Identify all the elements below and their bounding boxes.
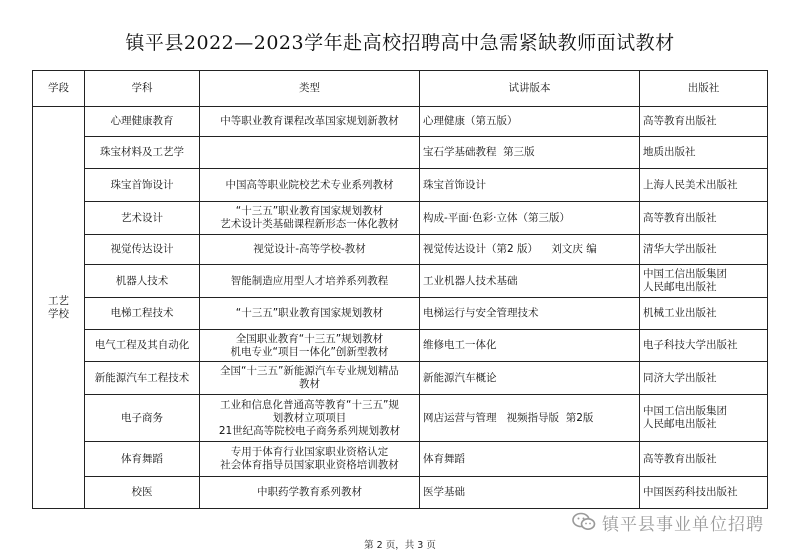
wechat-icon [572, 512, 596, 532]
publisher-cell [640, 395, 768, 442]
type-cell [200, 202, 420, 235]
type-cell [200, 477, 420, 509]
edition-cell: 医学基础 [420, 477, 640, 509]
type-line: “十三五”职业教育国家规划教材 [235, 205, 384, 217]
publisher-cell [640, 298, 768, 330]
publisher-cell [640, 330, 768, 362]
type-line: 全国职业教育“十三五”规划教材 [235, 332, 384, 345]
type-line: 教材 [299, 378, 320, 390]
subject-cell: 艺术设计 [85, 202, 200, 235]
publisher-cell [640, 265, 768, 298]
type-line: 划教材立项项目 [272, 411, 347, 424]
publisher-line: 高等教育出版社 [643, 115, 717, 127]
subject-cell: 机器人技术 [85, 265, 200, 298]
publisher-line: 中国医药科技出版社 [643, 486, 738, 498]
subject-cell: 心理健康教育 [85, 107, 200, 137]
edition-cell: 视觉传达设计（第2 版） 刘文庆 编 [420, 235, 640, 265]
type-cell [200, 235, 420, 265]
edition-cell: 宝石学基础教程 第三版 [420, 137, 640, 169]
watermark [572, 510, 764, 534]
subject-cell: 珠宝材料及工艺学 [85, 137, 200, 169]
type-line: 艺术设计类基础课程新形态一体化教材 [220, 218, 399, 230]
subject-cell: 电梯工程技术 [85, 298, 200, 330]
type-line: 机电专业“项目一体化”创新型教材 [230, 345, 389, 358]
publisher-cell [640, 202, 768, 235]
edition-cell: 心理健康（第五版） [420, 107, 640, 137]
edition-cell: 珠宝首饰设计 [420, 169, 640, 202]
subject-cell: 校医 [85, 477, 200, 509]
publisher-line: 人民邮电出版社 [643, 281, 717, 293]
publisher-line: 中国工信出版集团 [643, 405, 727, 417]
table-row [33, 235, 768, 265]
publisher-cell [640, 362, 768, 395]
type-line: 社会体育指导员国家职业资格培训教材 [220, 459, 399, 471]
table-row [33, 298, 768, 330]
table-row [33, 137, 768, 169]
type-line: 工业和信息化普通高等教育“十三五”规 [220, 398, 399, 411]
table-row [33, 362, 768, 395]
publisher-line: 电子科技大学出版社 [643, 339, 738, 351]
publisher-cell [640, 442, 768, 477]
type-line: 专用于体育行业国家职业资格认定 [230, 446, 389, 458]
type-cell [200, 362, 420, 395]
type-cell [200, 395, 420, 442]
subject-cell: 视觉传达设计 [85, 235, 200, 265]
edition-cell: 网店运营与管理 视频指导版 第2版 [420, 395, 640, 442]
type-line: 中国高等职业院校艺术专业系列教材 [225, 178, 394, 191]
edition-cell: 新能源汽车概论 [420, 362, 640, 395]
subject-cell: 新能源汽车工程技术 [85, 362, 200, 395]
type-cell [200, 330, 420, 362]
type-cell [200, 442, 420, 477]
subject-cell: 珠宝首饰设计 [85, 169, 200, 202]
table-header-row [33, 71, 768, 107]
table-row [33, 442, 768, 477]
segment-cell [33, 107, 85, 509]
header-type: 类型 [200, 71, 420, 107]
textbook-table [32, 70, 768, 509]
type-cell [200, 265, 420, 298]
table-row [33, 169, 768, 202]
type-cell [200, 137, 420, 169]
edition-cell: 体育舞蹈 [420, 442, 640, 477]
document-title: 镇平县2022—2023学年赴高校招聘高中急需紧缺教师面试教材 [125, 32, 675, 54]
publisher-cell [640, 169, 768, 202]
header-edition: 试讲版本 [420, 71, 640, 107]
watermark-text: 镇平县事业单位招聘 [602, 514, 764, 535]
type-cell [200, 298, 420, 330]
subject-cell: 电气工程及其自动化 [85, 330, 200, 362]
edition-cell: 维修电工一体化 [420, 330, 640, 362]
segment-line: 工艺 [48, 294, 69, 307]
edition-cell: 构成-平面·色彩·立体（第三版） [420, 202, 640, 235]
publisher-line: 中国工信出版集团 [643, 268, 727, 280]
subject-cell: 体育舞蹈 [85, 442, 200, 477]
publisher-cell [640, 235, 768, 265]
page-footer: 第 2 页，共 3 页 [364, 540, 436, 551]
type-cell [200, 107, 420, 137]
type-cell [200, 169, 420, 202]
publisher-line: 同济大学出版社 [643, 371, 717, 384]
publisher-line: 高等教育出版社 [643, 452, 717, 465]
header-subject: 学科 [85, 71, 200, 107]
type-line: 21世纪高等院校电子商务系列规划教材 [218, 424, 401, 437]
segment-line: 学校 [48, 307, 69, 320]
table-row [33, 477, 768, 509]
type-line: “十三五”职业教育国家规划教材 [235, 307, 384, 319]
publisher-line: 机械工业出版社 [643, 307, 717, 319]
publisher-line: 上海人民美术出版社 [643, 178, 738, 191]
edition-cell: 工业机器人技术基础 [420, 265, 640, 298]
table-row [33, 395, 768, 442]
publisher-line: 人民邮电出版社 [643, 418, 717, 430]
header-publisher: 出版社 [640, 71, 768, 107]
type-line: 中职药学教育系列教材 [257, 486, 362, 498]
table-row [33, 265, 768, 298]
publisher-cell [640, 477, 768, 509]
publisher-line: 高等教育出版社 [643, 211, 717, 224]
publisher-line: 清华大学出版社 [643, 243, 717, 255]
subject-cell: 电子商务 [85, 395, 200, 442]
publisher-cell [640, 137, 768, 169]
publisher-cell [640, 107, 768, 137]
type-line: 全国“十三五”新能源汽车专业规划精品 [220, 365, 399, 377]
type-line: 中等职业教育课程改革国家规划新教材 [220, 115, 399, 127]
table-row [33, 330, 768, 362]
table-row [33, 202, 768, 235]
publisher-line: 地质出版社 [643, 146, 696, 158]
header-segment: 学段 [33, 71, 85, 107]
edition-cell: 电梯运行与安全管理技术 [420, 298, 640, 330]
table-row [33, 107, 768, 137]
type-line: 智能制造应用型人才培养系列教程 [230, 274, 389, 287]
type-line: 视觉设计-高等学校-教材 [253, 243, 366, 255]
